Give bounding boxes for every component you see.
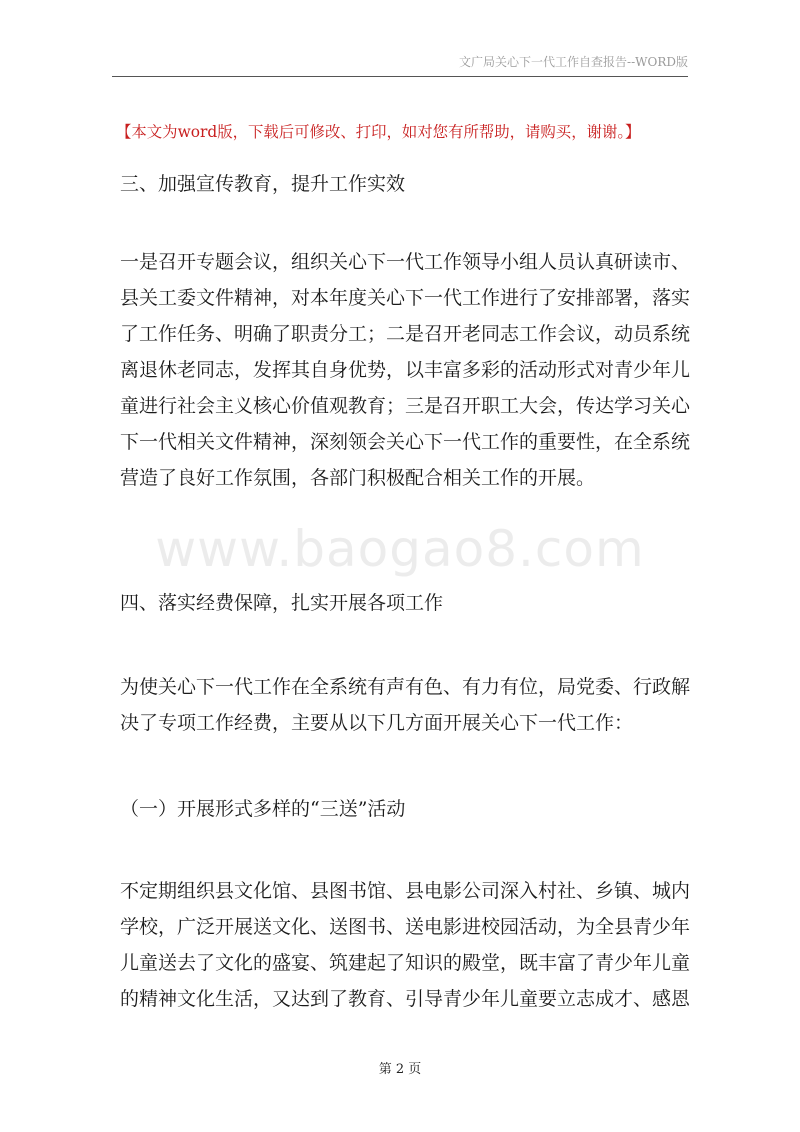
section-heading-3: 三、加强宣传教育，提升工作实效	[120, 173, 406, 195]
section-heading-4: 四、落实经费保障，扎实开展各项工作	[120, 592, 444, 614]
page-header	[112, 52, 688, 77]
paragraph-2: 为使关心下一代工作在全系统有声有色、有力有位，局党委、行政解 决了专项工作经费，主要从以下几方面开展关心下一代工作：	[120, 676, 691, 734]
page-number: 第 2 页	[378, 1062, 422, 1077]
paragraph-3: 不定期组织县文化馆、县图书馆、县电影公司深入村社、乡镇、城内 学校，广泛开展送文化、送图书、送电影进校园活动，为全县青少年 儿童送去了文化的盛宴、筑建起了知识的殿堂，既丰富了青少年儿童 的精神文化生活，又达到了教育、引导青少年儿童要立志成才、感恩	[120, 880, 691, 1010]
watermark-text: www.baogao8.com	[155, 520, 645, 578]
download-notice: 【本文为word版，下载后可修改、打印，如对您有所帮助，请购买，谢谢。】	[116, 123, 641, 141]
subheading-1: （一）开展形式多样的“三送”活动	[120, 798, 406, 820]
paragraph-1: 一是召开专题会议，组织关心下一代工作领导小组人员认真研读市、 县关工委文件精神，对本年度关心下一代工作进行了安排部署，落实 了工作任务、明确了职责分工；二是召开老同志工作会议，动员系统 离退休老同志，发挥其自身优势，以丰富多彩的活动形式对青少年儿 童进行社会主义核心价值观教育；三是召开职工大会，传达学习关心 下一代相关文件精神，深刻领会关心下一代工作的重要性，在全系统 营造了良好工作氛围，各部门积极配合相关工作的开展。	[120, 251, 691, 489]
header-title: 文广局关心下一代工作自查报告--WORD版	[459, 55, 688, 69]
